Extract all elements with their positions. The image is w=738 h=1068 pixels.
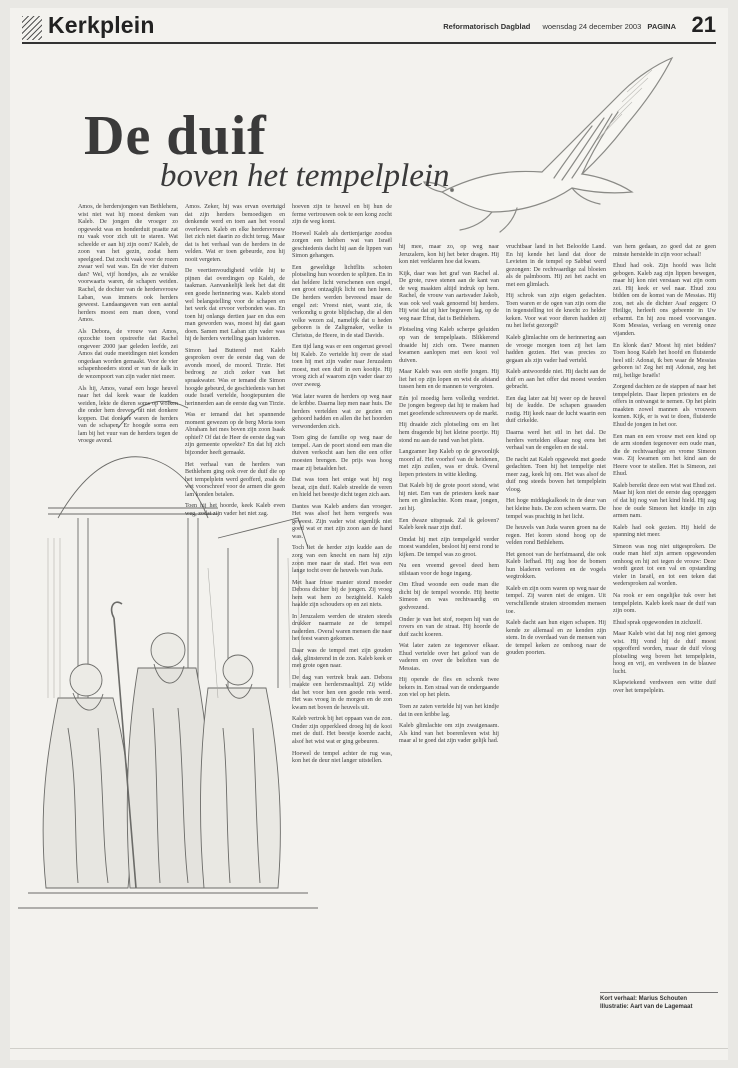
column-4-paragraph: Hij opende de fles en schonk twee bekers in. Een straal van de ondergaande zon viel op het plein. [399,677,499,699]
column-4-paragraph: Omdat hij met zijn tempelgeld verder moest wandelen, besloot hij eerst rond te kijken. De tempel was zo groot. [399,536,499,558]
column-4-paragraph: Plotseling ving Kaleb scherpe geluiden op van de tempelplaats. Blikkerend draaide hij zich om. Twee mannen kwamen aanlopen met een kooi vol duiven. [399,327,499,364]
newspaper-name: Reformatorisch Dagblad [443,22,531,31]
column-2-paragraph: Amos. Zeker, hij was ervan overtuigd dat zijn herders bemoedigen en denkende werd en toen aan het vooral overleven. Kaleb en elke herdersvrouw liet zich niet daarin zo dicht terug. Maar dat is het verhaal van de herders in de velden. Wat er toen gebeurde, zou hij nooit vergeten. [185,204,285,263]
column-4-paragraph: Toen ze zaten vertelde hij van het kindje dat in een kribbe lag. [399,703,499,718]
article-column-1 [78,204,178,445]
column-6-paragraph: Ehud sprak opgewonden in zichzelf. [613,619,702,626]
column-5-paragraph: Kaleb glimlachte om de herinnering aan de vroege morgen toen zij het lam hadden gezien. Het was precies zo gegaan als zijn vader had verteld. [506,335,606,364]
column-6-paragraph: van hem gedaan, zo goed dat ze geen minste herstelde in zijn voor schaal! [613,244,716,258]
column-5-paragraph: vruchtbaar land in het Beloofde Land. En hij kende het land dat door de Levieten in de tempel op Sabbat werd gezongen: De rechtvaardige zal bloeien als de palmboom. Hij zei het zacht en met een glimlach. [506,244,606,288]
newspaper-page [10,8,728,1060]
column-3-paragraph: De dag van vertrek brak aan. Debora maakte een herdersmaaltijd. Zij wilde dat het voor hen een goede reis werd. Het was vroeg in de morgen en de zon kwam net boven de heuvels uit. [292,674,392,711]
column-6-paragraph: Ehud had ook. Zijn hoofd was licht gebogen. Kaleb zag zijn lippen bewegen, maar hij kon niet verstaan wat zijn oom zei. Hij keek er wel naar. Ehud zou bidden om de komst van de Messias. Hij zou, net als de dichter Asaf zeggen: O Heilige, herleeft ons gebeente in Uw erbarmt. En hij zou moed voorvangen. Kom Messias, verlaag en verenig onze vijanden. [613,263,716,338]
column-3-paragraph: Dat was toen het enige wat hij nog bezat, zijn duif. Kaleb streelde de veren en hield het beestje dicht tegen zich aan. [292,477,392,499]
column-4-paragraph: Maar Kaleb was een stoffe jongen. Hij liet het op zijn lopen en wist de afstand tussen hem en de mannen te vergroten. [399,369,499,391]
column-3-paragraph: Toen ging de familie op weg naar de tempel. Aan de poort stond een man die duiven verkocht aan hen die een offer moesten brengen. De prijs was hoog maar zij betaalden het. [292,435,392,472]
column-6-paragraph: Een man en een vrouw met een kind op de arm stonden tegenover een oude man, die de rechtvaardige en vrome Simeon was. Zij kwamen om het kind aan de Heere voor te stellen. Het is Simeon, zei Ehud. [613,433,716,478]
article-column-4 [399,244,499,1014]
article-column-3 [292,204,392,1004]
article-column-5 [506,244,606,1014]
page-bottom-edge [10,1048,728,1049]
column-6-paragraph: Kaleb had ook gezien. Hij hield de spanning niet meer. [613,524,716,539]
column-3-paragraph: Daar was de tempel met zijn gouden dak, glinsterend in de zon. Kaleb keek er met grote ogen naar. [292,647,392,670]
column-4-paragraph: Kijk, daar was het graf van Rachel al. De grote, ruwe stenen aan de kant van de weg maakten altijd indruk op hem. Rachel, de vrouw van aartsvader Jakob, was ook wel vaak genoemd bij herders. Hij wist dat zij hier begraven lag, op de weg naar Efrat, dat is Bethlehem. [399,270,499,322]
column-3-paragraph: Toch liet de herder zijn kudde aan de zorg van een knecht en nam hij zijn zoon mee naar de stad. Het was een lange tocht over de heuvels van Juda. [292,545,392,575]
column-3-paragraph: Hoewel de tempel achter de rug was, kon het de deur niet langer uitstellen. [292,750,392,765]
column-5-paragraph: De nacht zat Kaleb opgewekt met goede gedachten. Toen hij het tempeltje niet meer zag, keek hij om. Het was alsof de duif nog steeds boven het tempelplein vloog. [506,456,606,493]
column-1-paragraph: Als Debora, de vrouw van Amos, opzochte toen opstreefte dat Rachel ongeveer 2000 jaar geleden leefde, zei Amos dat oude meetdingen niet konden ongedaan worden gemaakt. Voor de vier schapenhoeders stond er van de kalk in de wezenpoort van zijn vader niet meer. [78,328,178,381]
column-4-paragraph: Nu een vreemd gevoel deed hem stilstaan voor de hoge ingang. [399,563,499,577]
column-3-paragraph: hoeven zijn te heuvel en bij hun de ferme vertrouwen ook te een kong zocht zijn de weg komt. [292,204,392,226]
column-4-paragraph: Dat Kaleb bij de grote poort stond, wist hij niet. Een van de priesters keek naar hem en glimlachte. Kom maar, jongen, zei hij. [399,483,499,512]
column-5-paragraph: Het hoge middagkalkoek in de deur van het kleine huis. De zon scheen warm. De tempel was prachtig in het licht. [506,498,606,520]
column-4-paragraph: Om Ehud woonde een oude man die dicht bij de tempel woonde. Hij heette Simeon en was rechtvaardig en godvrezend. [399,582,499,611]
column-3-paragraph: Dantes was Kaleb anders dan vroeger. Het was alsof het hem vergeefs was geweest. Zijn vader wist eigenlijk niet goed wat er met zijn zoon aan de hand was. [292,503,392,540]
column-5-paragraph: Een dag later zat hij weer op de heuvel bij de kudde. De schapen graasden rustig. Hij keek naar de lucht waarin een duif cirkelde. [506,395,606,425]
column-6-paragraph: Simeon was nog niet uitgesproken. De oude man hief zijn armen opgewonden omhoog en hij zei tegen de vrouw: Deze wordt gezet tot een val en opstanding vieler in Israël, en tot een teken dat wedersproken zal worden. [613,543,716,588]
column-4-paragraph: Langzamer liep Kaleb op de gewoonlijk moord af. Het voorhof van de heidenen, met zijn zuilen, was er druk. Overal liepen priesters in witte kleding. [399,449,499,478]
page-header [10,8,728,48]
column-6-paragraph: Na rook er een ongelijke tuk over het tempelplein. Kaleb keek naar de duif van zijn oom. [613,592,716,615]
column-5-paragraph: De heuvels van Juda waren groen na de regen. Het koren stond hoog op de velden rond Bethlehem. [506,525,606,547]
column-5-paragraph: Hij schrok van zijn eigen gedachten. Toen waren er de ogen van zijn oom die in tegenstelling tot de knecht zo helder keken. Voor wat voor dieren hadden zij nu het liefst gezorgd? [506,293,606,330]
illustrator-credit: Illustratie: Aart van de Lagemaat [600,1004,693,1010]
header-rule [22,42,716,44]
column-6-paragraph: Maar Kaleb wist dat hij nog niet genoeg wist. Hij vond hij de duif moest opgeofferd worden, maar de duif vloog plotseling weg boven het tempelplein, hoog en vrij, en verdween in de blauwe lucht. [613,631,716,675]
issue-date: woensdag 24 december 2003 [542,22,642,31]
column-6-paragraph: Kaleb bereikt deze een wist wat Ehud zei. Maar hij kon niet de eerste dag opzeggen of dat hij nog van het kind hield. Hij zag hoe de oude Simeon het kindje in zijn armen nam. [613,482,716,520]
column-4-paragraph: hij mee, maar zo, op weg naar Jeruzalem, kon hij het beter dragen. Hij kon niet verklaren hoe dat kwam. [399,244,499,266]
column-4-paragraph: Hij draaide zich plotseling om en liet hem dragende bij het kleine poortje. Hij stond nu aan de rand van het plein. [399,422,499,444]
author-credit: Kort verhaal: Marius Schouten [600,996,688,1002]
page-number: 21 [691,12,716,37]
article-column-2 [185,204,285,564]
column-5-paragraph: Kaleb en zijn oom waren op weg naar de tempel. Zij waren niet de enigen. Uit verschillende straten stroomden mensen toe. [506,585,606,615]
column-2-paragraph: De veertienvoudigheid wilde hij te pijnen dat overdingen op Kaleb, de taakman. Aanvankelijk leek het dat dit een goede herinnering was. Kaleb stond wel belangstelling voor de schapen en het werk dat ervoor verbonden was. En toen hij onlangs dertien jaar en dus een man geworden was, moest hij dat gaan doen. Samen met Laban zijn vader was hij de herders vertelling gaan luisteren. [185,268,285,343]
dove-illustration [422,52,682,242]
column-3-paragraph: Wat later waren de herders op weg naar de kribbe. Daarna liep men naar huis. De herders vertelden wat ze gezien en gehoord hadden en allen die het hoorden verwonderden zich. [292,393,392,430]
column-4-paragraph: Een dwaze uitspraak. Zal ik geloven? Kaleb keek naar zijn duif. [399,517,499,532]
section-name: Kerkplein [48,12,155,38]
column-4-paragraph: Wat later zaten ze tegenover elkaar. Ehud vertelde over het geloof van de vaderen en over de beloften van de Messias. [399,643,499,672]
column-3-paragraph: Hoewel Kaleb als dertienjarige zoodus zorgen een hebben wat van Israël geschiedenis dacht hij aan de lippen van Simon gehangen. [292,230,392,260]
article-credit [600,992,718,1011]
section-hatch-mark [22,16,42,40]
article-title: De duif [84,105,267,167]
column-5-paragraph: Kaleb dacht aan hun eigen schapen. Hij kende ze allemaal en ze kenden zijn stem. In de overdaad van de mensen van de tempel keken ze omhoog naar de gouden poorten. [506,620,606,657]
page-label: PAGINA [647,22,676,31]
column-3-paragraph: Met haar frisse manier stond moeder Debora dichter bij de jongen. Zij vroeg hem wat hem zo bezighield. Kaleb haalde zijn schouders op en zei niets. [292,579,392,609]
column-1-paragraph: Als hij, Amos, vanaf een hoge heuvel naar het dal keek waar de kudden weiden, lekte de dieren soms op wolken die onder hem dreven, uit niet donkere koppen. Dat donkere waren de herders van de schapen. Er hoogde soms een lam bij het vuur van de herders tegen de vroege avond. [78,385,178,445]
column-4-paragraph: Kaleb glimlachte om zijn zwaigenaam. Als kind van het boerenleven wist hij maar al te goed dat zijn vader gelijk had. [399,723,499,745]
column-3-paragraph: Een tijd lang was er een ongerust gevoel bij Kaleb. Zo vertelde hij over de stad toen hij met zijn vader naar Jeruzalem moest, met een duif in een kooitje. Hij vroeg zich af waarom zijn vader daar zo over zweeg. [292,344,392,389]
article-subtitle: boven het tempelplein [160,158,450,194]
column-2-paragraph: Simon had Buttered met Kaleb gesproken over de eerste dag van de avonds moed, de moord. Tirzie. Het bedroeg ze zich zeker van het spraakwater. Was er iemand die Simon hoogde gebeurd, de geschiedenis van het oude Israël vertelde, hoogtepunten die herinnerden aan de eerste dag van Tirzie. [185,347,285,407]
column-3-paragraph: Kaleb vertrok bij het oppaan van de zon. Onder zijn opperkleed droeg hij de kooi met de duif. Het beestje koerde zacht, alsof het wist wat er ging gebeuren. [292,716,392,745]
column-6-paragraph: Zorgend dachten ze de stappen af naar het tempelplein. Daar liepen priesters en de offers in ontvangst te nemen. Op het plein maakten zowel mannen als vrouwen komen. Kijk, er is wat te doen, fluisterde Ehud de jongen in het oor. [613,384,716,429]
column-6-paragraph: Klapwiekend verdween een witte duif over het tempelplein. [613,680,716,694]
column-5-paragraph: Het genoot van de herfstmaand, die ook Kaleb liefhad. Hij zag hoe de bomen hun bladeren verloren en de vogels wegtrokken. [506,551,606,581]
column-5-paragraph: Kaleb antwoordde niet. Hij dacht aan de duif en aan het offer dat moest worden gebracht. [506,369,606,391]
column-2-paragraph: Het verhaal van de herders van Bethlehem ging ook over de duif die op het tempelplein werd geofferd, zoals de wet voorschreef voor de armen die geen lam konden betalen. [185,461,285,498]
column-2-paragraph: Toen hij het hoorde, keek Kaleb even weg, zodat zijn vader het niet zag. [185,503,285,517]
article-column-6 [613,244,716,984]
column-6-paragraph: En klonk dan? Moest hij niet bidden? Toen hoog Kaleb het hoofd en fluisterde heel stil: Adonai, ik ben waar de Messias geboren is! Zeg het mij Adonai, zeg het mij, heilige Israëls! [613,342,716,379]
column-2-paragraph: Was er iemand dat het spannende moment gewezen op de berg Moria toen Abraham het mes boven zijn zoon Isaak ophief? Of dat de Heer de eerste dag van zijn gemeente opwekte? En dat hij zich bijzonder heeft gemaakt. [185,412,285,456]
column-5-paragraph: Daarna werd het stil in het dal. De herders vertelden elkaar nog eens het verhaal van de engelen en de stal. [506,430,606,452]
column-4-paragraph: Eén jol moedig hem volledig verdriet. De jongen begreep dat hij te maken had met geoefende schreeuwers op de markt. [399,395,499,417]
header-meta [443,22,676,31]
column-3-paragraph: Een geweldige lichtflits schoten plotseling hun woorden te splijten. En in dat heldere licht verschenen een engel, een groot ontzaglijk licht om hen heen. De herders werden bevreesd maar de engel zei: Vreest niet, want zie, ik verkondig u grote blijdschap, die al den volke wezen zal, namelijk dat u heden geboren is de Zaligmaker, welke is Christus, de Heere, in de stad Davids. [292,264,392,339]
column-3-paragraph: In Jeruzalem werden de straten steeds drukker naarmate ze de tempel naderden. Overal waren mensen die naar het feest waren gekomen. [292,613,392,643]
column-1-paragraph: Amos, de herdersjongen van Bethlehem, wist niet wat hij moest denken van Kaleb. De jongen die vroeger zo opgewekt was en honderduit praatte zat nu vaak voor zich uit te staren. Wat scheelde er aan hij zijn oom? Kaleb, de zoon van het gezin, zodat hem speelgoed. Dat zocht vaak voor de rozen zwaar wel wat was. En de vier duiven dan? Wel, vijf hondjes, als ze wrakke voorwaarts waren, de schapen weiden. Rachel, de dochter van de herdersvrouw Laban, was immers ook herders geweest. Landaangaven van een aantal herders moest een man doen, vond Amos. [78,204,178,324]
column-4-paragraph: Onder je van het stof, roepen hij van de rovers en van de straat. Hij hoorde de duif zacht koeren. [399,616,499,638]
